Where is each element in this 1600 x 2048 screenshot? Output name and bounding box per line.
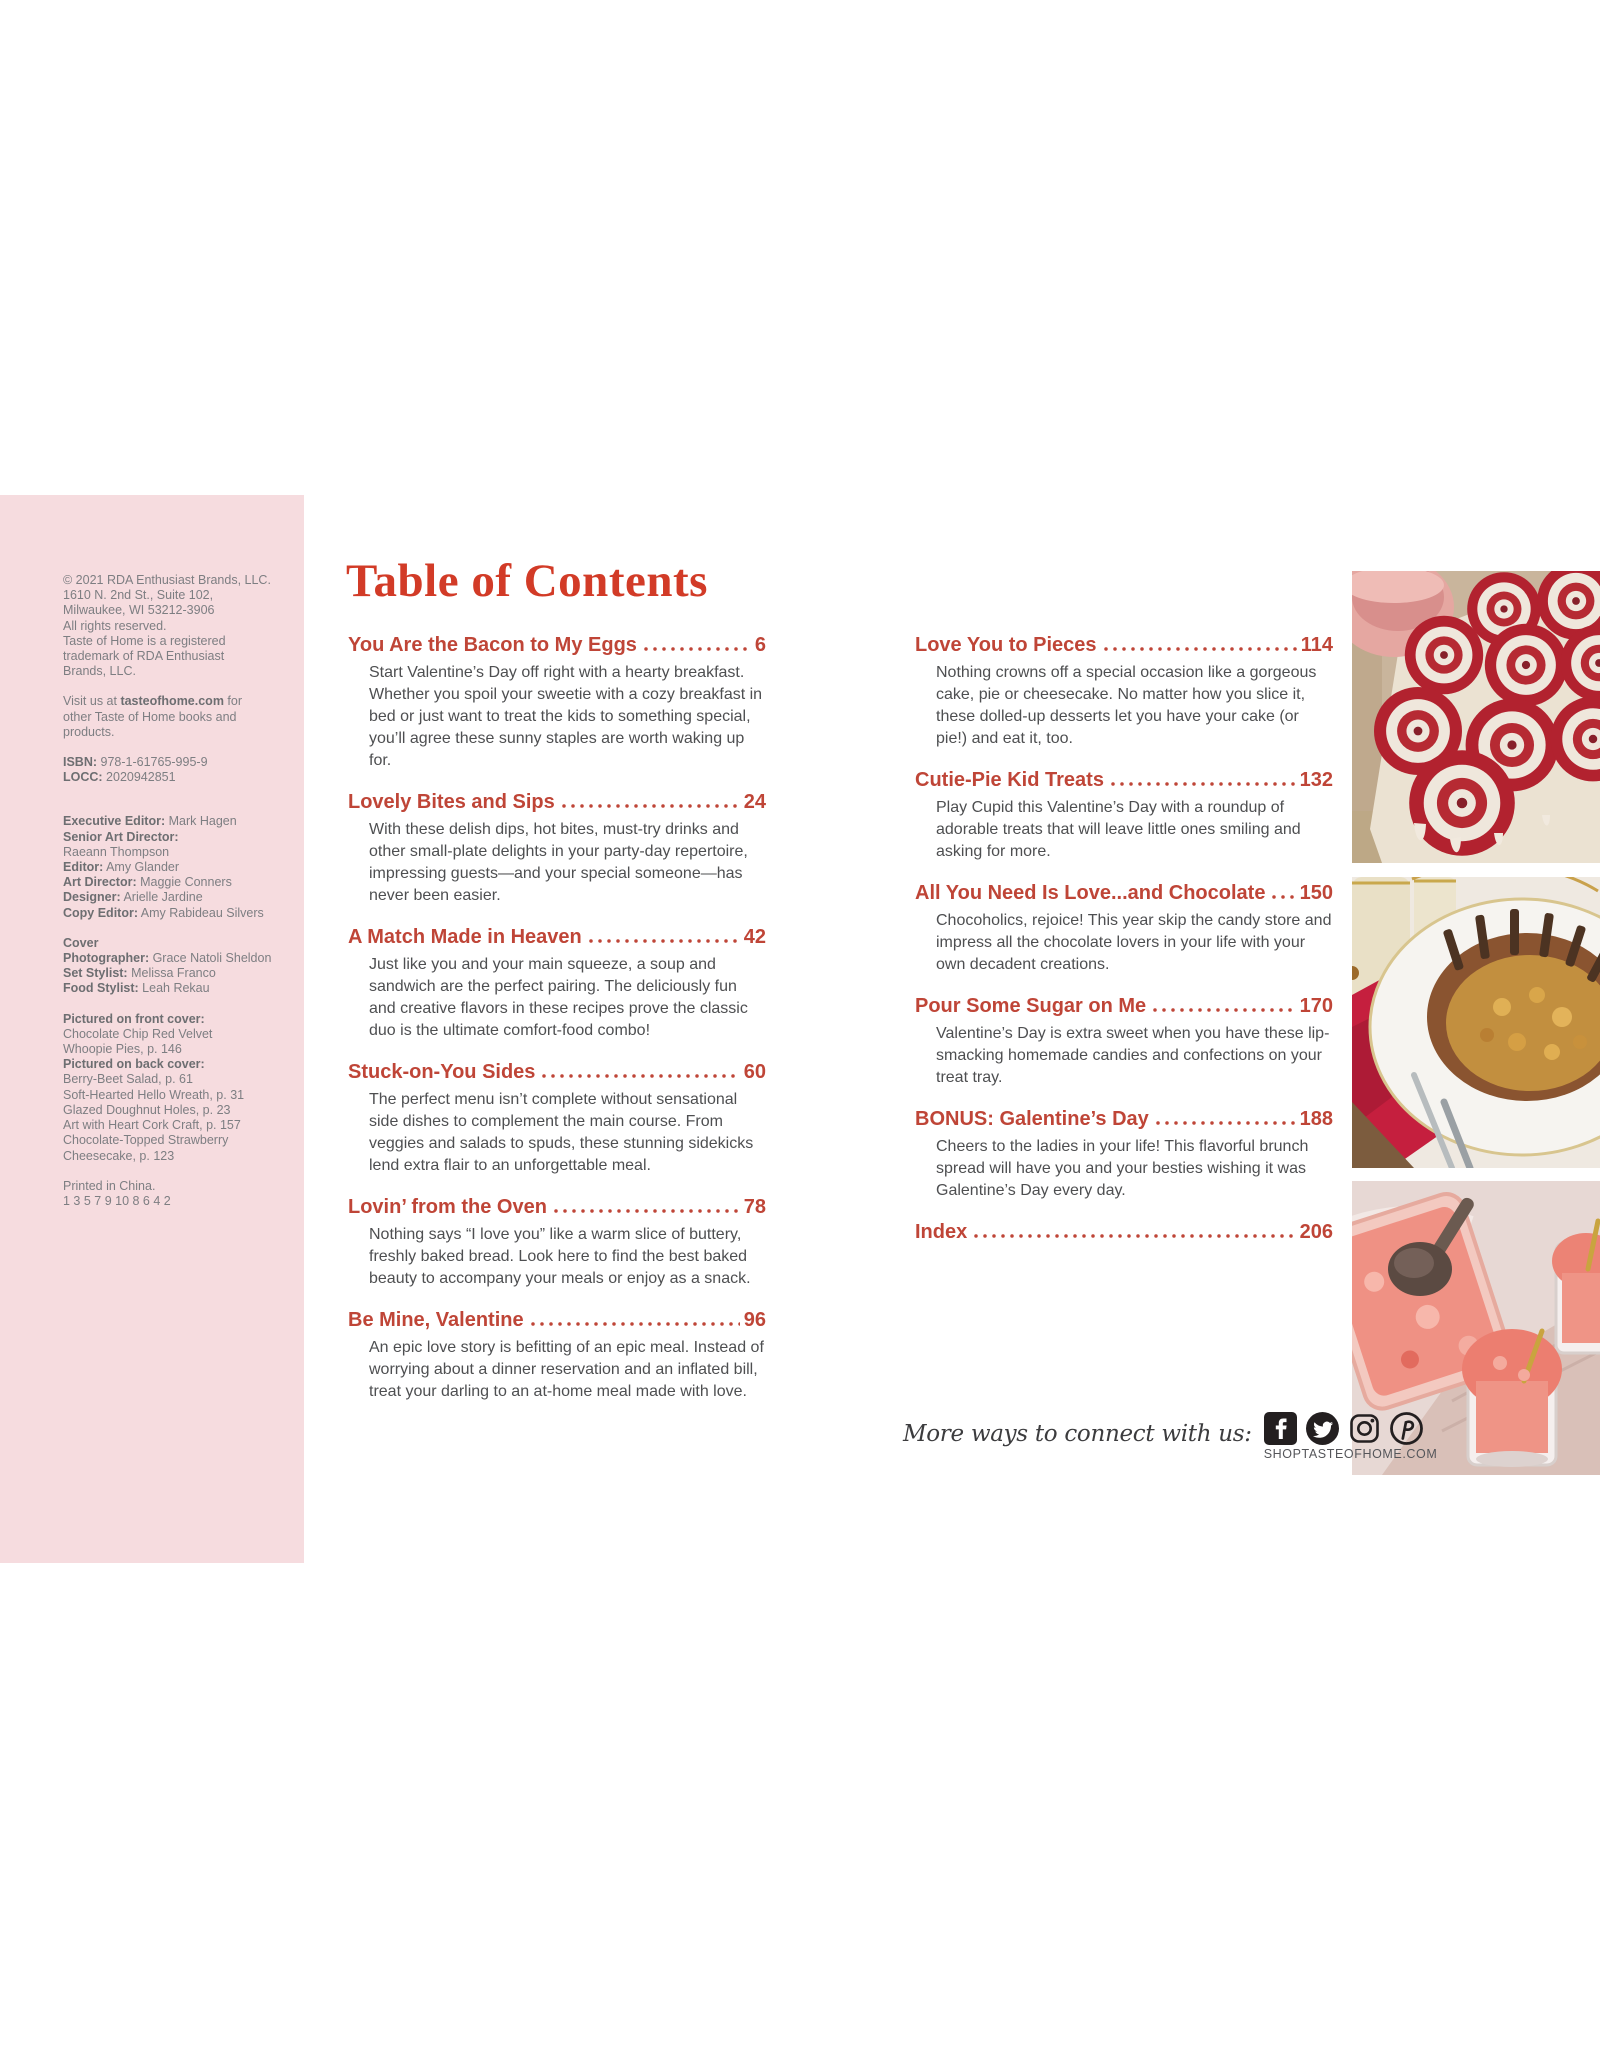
dot-leader bbox=[644, 647, 751, 651]
chapter-title[interactable]: Lovely Bites and Sips bbox=[348, 791, 555, 813]
colophon-line bbox=[63, 603, 296, 618]
text-segment: Chocolate Chip Red Velvet bbox=[63, 1026, 213, 1041]
page-title: Table of Contents bbox=[346, 555, 708, 607]
text-segment: Amy Rabideau Silvers bbox=[138, 905, 264, 920]
dot-leader bbox=[1153, 1008, 1295, 1012]
chapter-page-number: 188 bbox=[1299, 1108, 1333, 1130]
chapter-description: The perfect menu isn’t complete without sensational side dishes to complement the main course. From veggies and salads to spuds, these stunning sidekicks lend extra flair to an unforgettable meal. bbox=[369, 1091, 754, 1174]
dot-leader bbox=[1104, 647, 1297, 651]
chapter-title[interactable]: Pour Some Sugar on Me bbox=[915, 995, 1147, 1017]
text-segment: 978-1-61765-995-9 bbox=[97, 755, 208, 770]
chapter-page-number: 114 bbox=[1300, 634, 1333, 656]
colophon-line bbox=[63, 1072, 296, 1087]
text-segment: for bbox=[223, 694, 242, 709]
text-segment: Amy Glander bbox=[103, 860, 180, 875]
text-segment: 1610 N. 2nd St., Suite 102, bbox=[63, 588, 214, 603]
colophon-line bbox=[63, 860, 296, 875]
colophon-line bbox=[63, 770, 296, 785]
text-segment: Milwaukee, WI 53212-3906 bbox=[63, 603, 215, 618]
text-segment: 1 3 5 7 9 10 8 6 4 2 bbox=[63, 1193, 171, 1208]
colophon-line bbox=[63, 1057, 296, 1072]
text-segment: Grace Natoli Sheldon bbox=[149, 951, 272, 966]
chapter-page-number: 6 bbox=[754, 634, 766, 656]
chapter-page-number: 24 bbox=[743, 791, 766, 813]
shop-url-link[interactable]: SHOPTASTEOFHOME.COM bbox=[1263, 1447, 1438, 1461]
colophon-line bbox=[63, 634, 296, 649]
colophon-line bbox=[63, 875, 296, 890]
text-segment: Berry-Beet Salad, p. 61 bbox=[63, 1072, 193, 1087]
field-label: Photographer: bbox=[63, 951, 150, 966]
text-segment: Taste of Home is a registered bbox=[63, 633, 226, 648]
colophon-line bbox=[63, 1149, 296, 1164]
toc-column-right bbox=[915, 634, 1333, 1263]
text-segment: 2020942851 bbox=[102, 770, 176, 785]
colophon-line bbox=[63, 619, 296, 634]
chapter-description: An epic love story is befitting of an epic meal. Instead of worrying about a dinner reservation and an inflated bill, treat your darling to an at-home meal made with love. bbox=[369, 1339, 764, 1400]
colophon-block bbox=[63, 694, 296, 740]
field-label: Designer: bbox=[63, 890, 121, 905]
text-segment: Chocolate-Topped Strawberry bbox=[63, 1133, 229, 1148]
colophon-line bbox=[63, 664, 296, 679]
colophon-line bbox=[63, 966, 296, 981]
colophon-block bbox=[63, 573, 296, 679]
toc-entry bbox=[915, 634, 1333, 750]
text-segment: Raeann Thompson bbox=[63, 844, 170, 859]
chapter-title[interactable]: Be Mine, Valentine bbox=[348, 1309, 524, 1331]
text-segment: other Taste of Home books and bbox=[63, 709, 237, 724]
chapter-title[interactable]: Love You to Pieces bbox=[915, 634, 1097, 656]
field-label: Pictured on front cover: bbox=[63, 1011, 205, 1026]
chapter-title[interactable]: You Are the Bacon to My Eggs bbox=[348, 634, 637, 656]
crown-roast-platter-image bbox=[1352, 877, 1600, 1168]
text-segment: Maggie Conners bbox=[136, 875, 232, 890]
colophon-block bbox=[63, 1179, 296, 1209]
connect-text: More ways to connect with us: bbox=[903, 1421, 1252, 1447]
colophon-line bbox=[63, 710, 296, 725]
toc-entry-heading[interactable] bbox=[915, 882, 1333, 905]
chapter-description: Chocoholics, rejoice! This year skip the candy store and impress all the chocolate lovers in your life with your own decadent creations. bbox=[936, 912, 1332, 973]
colophon-line bbox=[63, 1118, 296, 1133]
field-label: Set Stylist: bbox=[63, 966, 128, 981]
dot-leader bbox=[1111, 782, 1296, 786]
chapter-page-number: 150 bbox=[1299, 882, 1333, 904]
colophon-line bbox=[63, 588, 296, 603]
text-segment: products. bbox=[63, 724, 115, 739]
field-label: LOCC: bbox=[63, 770, 103, 785]
colophon-line bbox=[63, 649, 296, 664]
dot-leader bbox=[1156, 1121, 1296, 1125]
field-label: Editor: bbox=[63, 860, 104, 875]
chapter-title[interactable]: Lovin’ from the Oven bbox=[348, 1196, 547, 1218]
toc-entry-heading[interactable] bbox=[915, 1221, 1333, 1244]
toc-entry-heading[interactable] bbox=[915, 634, 1333, 657]
chapter-page-number: 42 bbox=[743, 926, 766, 948]
text-segment: trademark of RDA Enthusiast bbox=[63, 649, 225, 664]
text-segment: All rights reserved. bbox=[63, 618, 167, 633]
toc-entry bbox=[915, 769, 1333, 863]
toc-entry bbox=[348, 926, 766, 1042]
colophon-line bbox=[63, 814, 296, 829]
dot-leader bbox=[562, 804, 740, 808]
photo-crown-roast-platter bbox=[1352, 877, 1600, 1168]
chapter-page-number: 132 bbox=[1299, 769, 1333, 791]
text-segment: Glazed Doughnut Holes, p. 23 bbox=[63, 1102, 231, 1117]
toc-entry-heading[interactable] bbox=[915, 1108, 1333, 1131]
dot-leader bbox=[1272, 895, 1295, 899]
colophon-line bbox=[63, 981, 296, 996]
text-segment: Printed in China. bbox=[63, 1178, 156, 1193]
toc-column-left bbox=[348, 634, 766, 1422]
colophon-line bbox=[63, 906, 296, 921]
colophon-line bbox=[63, 573, 296, 588]
field-label: tasteofhome.com bbox=[120, 694, 224, 709]
chapter-title[interactable]: BONUS: Galentine’s Day bbox=[915, 1108, 1149, 1130]
text-segment: Mark Hagen bbox=[165, 814, 237, 829]
text-segment: Art with Heart Cork Craft, p. 157 bbox=[63, 1118, 241, 1133]
text-segment: Visit us at bbox=[63, 694, 121, 709]
toc-entry-heading[interactable] bbox=[348, 791, 766, 814]
chapter-page-number: 96 bbox=[743, 1309, 766, 1331]
toc-entry bbox=[348, 1196, 766, 1290]
twitter-icon[interactable] bbox=[1306, 1412, 1339, 1445]
toc-entry bbox=[348, 1061, 766, 1177]
facebook-icon[interactable] bbox=[1264, 1412, 1297, 1445]
text-segment: Brands, LLC. bbox=[63, 664, 136, 679]
field-label: Food Stylist: bbox=[63, 981, 139, 996]
text-segment: © 2021 RDA Enthusiast Brands, LLC. bbox=[63, 573, 271, 587]
colophon-line bbox=[63, 845, 296, 860]
chapter-description: Just like you and your main squeeze, a soup and sandwich are the perfect pairing. The deliciously fun and creative flavors in these recipes prove the classic duo is the ultimate comfort-food combo! bbox=[369, 956, 748, 1039]
text-segment: Cheesecake, p. 123 bbox=[63, 1148, 175, 1163]
field-label: Cover bbox=[63, 935, 99, 950]
toc-entry-heading[interactable] bbox=[348, 1309, 766, 1332]
photo-red-velvet-cinnamon-rolls bbox=[1352, 571, 1600, 863]
chapter-page-number: 206 bbox=[1299, 1221, 1333, 1243]
chapter-page-number: 60 bbox=[743, 1061, 766, 1083]
chapter-description: Valentine’s Day is extra sweet when you have these lip-smacking homemade candies and confections on your treat tray. bbox=[936, 1025, 1330, 1086]
text-segment: Arielle Jardine bbox=[120, 890, 203, 905]
field-label: Pictured on back cover: bbox=[63, 1057, 205, 1072]
chapter-description: Nothing says “I love you” like a warm slice of buttery, freshly baked bread. Look here to find the best baked beauty to accompany your meals or enjoy as a snack. bbox=[369, 1226, 751, 1287]
toc-entry-heading[interactable] bbox=[348, 926, 766, 949]
chapter-description: Play Cupid this Valentine’s Day with a roundup of adorable treats that will leave little ones smiling and asking for more. bbox=[936, 799, 1301, 860]
colophon-block bbox=[63, 814, 296, 920]
text-segment: Leah Rekau bbox=[138, 981, 210, 996]
dot-leader bbox=[542, 1074, 739, 1078]
toc-entry bbox=[348, 791, 766, 907]
chapter-title[interactable]: Index bbox=[915, 1221, 968, 1243]
chapter-title[interactable]: Stuck-on-You Sides bbox=[348, 1061, 536, 1083]
colophon-line bbox=[63, 830, 296, 845]
toc-entry bbox=[348, 634, 766, 772]
colophon-line bbox=[63, 890, 296, 905]
chapter-page-number: 78 bbox=[743, 1196, 766, 1218]
colophon-line bbox=[63, 1103, 296, 1118]
toc-entry bbox=[348, 1309, 766, 1403]
social-footer bbox=[903, 1412, 1438, 1461]
colophon-line bbox=[63, 694, 296, 709]
text-segment: Whoopie Pies, p. 146 bbox=[63, 1042, 182, 1057]
instagram-icon[interactable] bbox=[1348, 1412, 1381, 1445]
colophon-block bbox=[63, 936, 296, 997]
colophon-block bbox=[63, 755, 296, 785]
chapter-description: Cheers to the ladies in your life! This flavorful brunch spread will have you and your besties wishing it was Galentine’s Day every day. bbox=[936, 1138, 1309, 1199]
social-block bbox=[1264, 1412, 1438, 1461]
field-label: Senior Art Director: bbox=[63, 829, 179, 844]
field-label: Copy Editor: bbox=[63, 905, 138, 920]
text-segment: Soft-Hearted Hello Wreath, p. 31 bbox=[63, 1087, 245, 1102]
colophon-sidebar bbox=[0, 495, 304, 1563]
text-segment: Melissa Franco bbox=[127, 966, 216, 981]
colophon-line bbox=[63, 1027, 296, 1042]
colophon-line bbox=[63, 1179, 296, 1194]
toc-entry bbox=[915, 882, 1333, 976]
toc-entry bbox=[915, 1221, 1333, 1244]
toc-entry-heading[interactable] bbox=[348, 1196, 766, 1219]
pinterest-icon[interactable] bbox=[1390, 1412, 1423, 1445]
toc-entry bbox=[915, 1108, 1333, 1202]
colophon-line bbox=[63, 936, 296, 951]
field-label: Executive Editor: bbox=[63, 814, 166, 829]
red-velvet-cinnamon-rolls-image bbox=[1352, 571, 1600, 863]
dot-leader bbox=[589, 939, 740, 943]
colophon-line bbox=[63, 951, 296, 966]
dot-leader bbox=[974, 1234, 1295, 1238]
toc-entry bbox=[915, 995, 1333, 1089]
toc-entry-heading[interactable] bbox=[348, 634, 766, 657]
chapter-description: With these delish dips, hot bites, must-try drinks and other small-plate delights in your party-day repertoire, impressing guests—and your special someone—has never been easier. bbox=[369, 821, 748, 904]
chapter-description: Nothing crowns off a special occasion like a gorgeous cake, pie or cheesecake. No matter how you slice it, these dolled-up desserts let you have your cake (or pie!) and eat it, too. bbox=[936, 664, 1317, 747]
field-label: Art Director: bbox=[63, 875, 137, 890]
toc-entry-heading[interactable] bbox=[915, 995, 1333, 1018]
dot-leader bbox=[531, 1322, 740, 1326]
chapter-title[interactable]: Cutie-Pie Kid Treats bbox=[915, 769, 1104, 791]
colophon-line bbox=[63, 1012, 296, 1027]
colophon-line bbox=[63, 1133, 296, 1148]
chapter-title[interactable]: All You Need Is Love...and Chocolate bbox=[915, 882, 1266, 904]
chapter-page-number: 170 bbox=[1299, 995, 1333, 1017]
chapter-title[interactable]: A Match Made in Heaven bbox=[348, 926, 582, 948]
colophon-line bbox=[63, 725, 296, 740]
colophon-line bbox=[63, 1042, 296, 1057]
toc-entry-heading[interactable] bbox=[915, 769, 1333, 792]
colophon-line bbox=[63, 755, 296, 770]
social-icons-row bbox=[1264, 1412, 1438, 1445]
field-label: ISBN: bbox=[63, 755, 98, 770]
colophon-line bbox=[63, 1194, 296, 1209]
toc-entry-heading[interactable] bbox=[348, 1061, 766, 1084]
colophon-block bbox=[63, 1012, 296, 1164]
dot-leader bbox=[554, 1209, 740, 1213]
colophon-line bbox=[63, 1088, 296, 1103]
chapter-description: Start Valentine’s Day off right with a hearty breakfast. Whether you spoil your sweetie with a cozy breakfast in bed or just want to treat the kids to something special, you’ll agree these sunny staples are worth waking up for. bbox=[369, 664, 763, 769]
